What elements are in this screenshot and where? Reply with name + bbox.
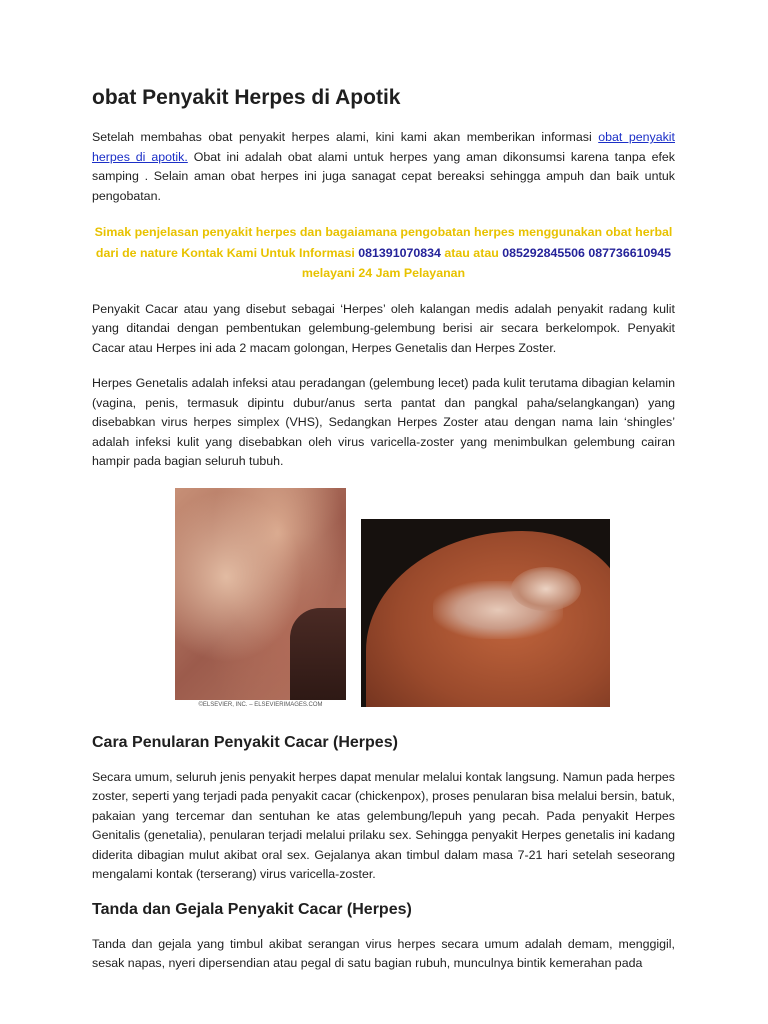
contact-highlight	[92, 222, 675, 284]
intro-paragraph	[92, 128, 675, 206]
rash-area-2	[511, 567, 581, 611]
highlight-text-3: melayani 24 Jam Pelayanan	[301, 266, 466, 280]
phone-number-2: 085292845506 087736610945	[502, 245, 672, 260]
highlight-text: Simak penjelasan penyakit herpes dan bagaiamana pengobatan herpes menggunakan obat herbal dari de nature Kontak Kami Untuk Informasi	[94, 225, 673, 260]
page-title: obat Penyakit Herpes di Apotik	[92, 86, 401, 109]
section-heading-transmission: Cara Penularan Penyakit Cacar (Herpes)	[92, 733, 398, 751]
image-caption: ©ELSEVIER, INC. – ELSEVIERIMAGES.COM	[175, 700, 346, 710]
paragraph-herpes-definition: Penyakit Cacar atau yang disebut sebagai ‘Herpes’ oleh kalangan medis adalah penyakit radang kulit yang ditandai dengan pembentukan gelembung-gelembung berisi air secara berkelompok. Penyakit Cacar atau Herpes ini ada 2 macam golongan, Herpes Genetalis dan Herpes Zoster.	[92, 301, 675, 355]
apotik-link[interactable]: obat penyakit herpes di apotik.	[92, 130, 675, 164]
figure-row	[92, 488, 675, 722]
section-heading-symptoms: Tanda dan Gejala Penyakit Cacar (Herpes)	[92, 900, 412, 918]
paragraph-transmission: Secara umum, seluruh jenis penyakit herpes dapat menular melalui kontak langsung. Namun pada herpes zoster, seperti yang terjadi pada penyakit cacar (chickenpox), proses penularan bisa melalui bersin, batuk, pakaian yang tercemar dan sentuhan ke atas gelembung/lepuh yang pecah. Pada penyakit Herpes Genitalis (genetalia), penularan terjadi melalui prilaku sex. Sehingga penyakit Herpes genetalis ini kadang diderita dibagian mulut akibat oral sex. Gejalanya akan timbul dalam masa 7-21 hari setelah seseorang mengalami kontak (terserang) virus varicella-zoster.	[92, 769, 675, 881]
paragraph-herpes-types: Herpes Genetalis adalah infeksi atau peradangan (gelembung lecet) pada kulit terutama dibagian kelamin (vagina, penis, termasuk dipintu dubur/anus serta pantat dan pangkal paha/selangkangan) yang disebabkan virus herpes simplex (VHS), Sedangkan Herpes Zoster atau dengan nama lain ‘shingles’ adalah infeksi kulit yang disebabkan oleh virus varicella-zoster yang menimbulkan gelembung cairan hampir pada bagian seluruh tubuh.	[92, 376, 675, 468]
image-shadow	[290, 608, 346, 710]
intro-text: Setelah membahas obat penyakit herpes alami, kini kami akan memberikan informasi	[92, 130, 599, 144]
document-content	[92, 86, 675, 990]
herpes-genitalis-image	[175, 488, 346, 710]
herpes-zoster-image	[361, 519, 610, 707]
highlight-text-2: atau atau	[440, 245, 503, 260]
paragraph-symptoms: Tanda dan gejala yang timbul akibat serangan virus herpes secara umum adalah demam, menggigil, sesak napas, nyeri dipersendian atau pegal di satu bagian rubuh, munculnya bintik kemerahan pada	[92, 936, 675, 970]
intro-text-after: Obat ini adalah obat alami untuk herpes yang aman dikonsumsi karena tanpa efek samping . Selain aman obat herpes ini juga sanagat cepat bereaksi sehingga ampuh dan baik untuk pengobatan.	[92, 149, 676, 203]
phone-number-1: 081391070834	[358, 245, 441, 260]
